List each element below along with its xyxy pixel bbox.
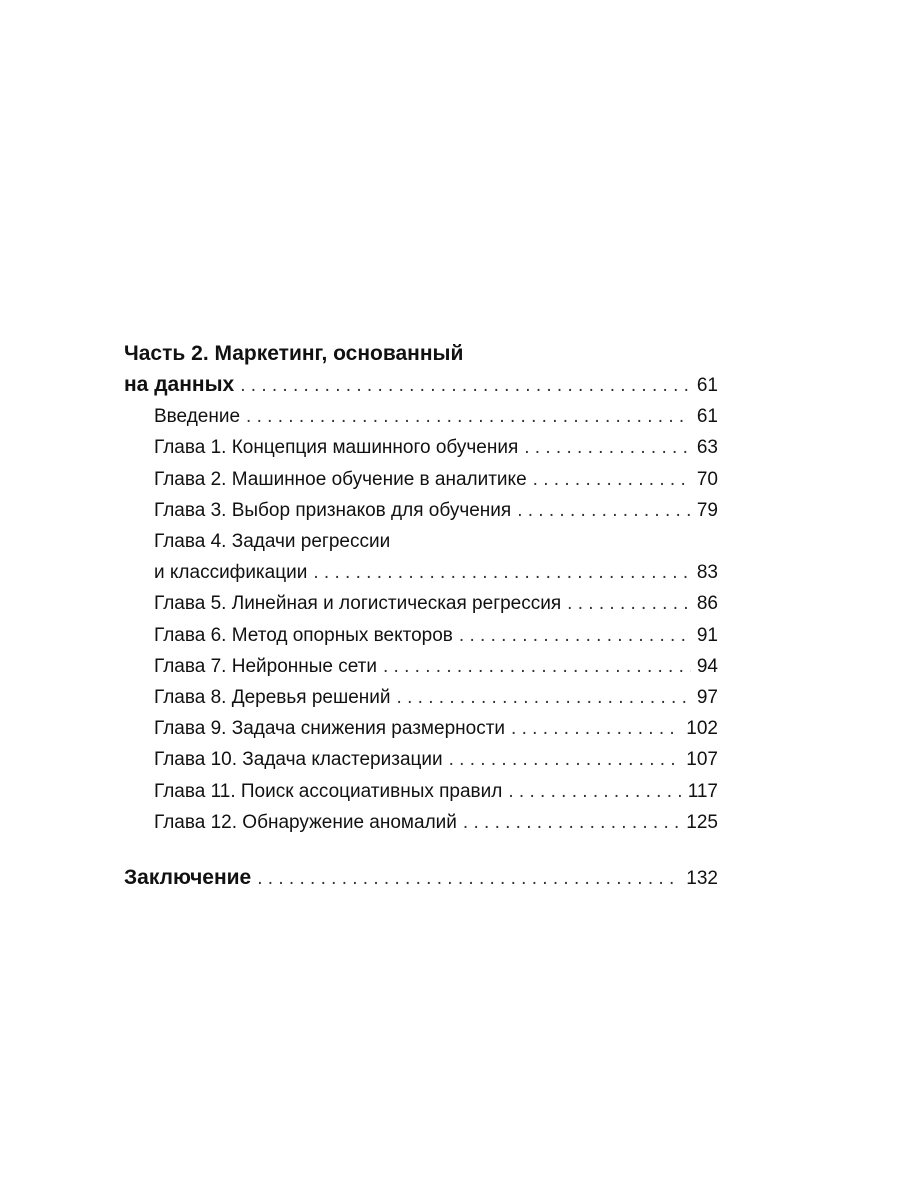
dot-leader	[383, 651, 691, 682]
toc-entry-chapter-11	[124, 776, 718, 807]
page-number: 94	[696, 655, 718, 677]
dot-leader	[240, 370, 691, 401]
part-heading-line2: на данных	[124, 373, 235, 396]
page-number: 102	[686, 718, 718, 740]
dot-leader	[257, 863, 680, 894]
page-number: 61	[696, 406, 718, 428]
entry-label: и классификации	[154, 562, 308, 584]
dot-leader	[246, 401, 691, 432]
entry-label: Глава 12. Обнаружение аномалий	[154, 811, 457, 833]
entry-label: Глава 9. Задача снижения размерности	[154, 718, 506, 740]
dot-leader	[567, 588, 691, 619]
dot-leader	[449, 744, 681, 775]
page-number: 117	[687, 780, 718, 802]
toc-entry-chapter-3	[124, 495, 718, 526]
entry-label: Глава 1. Концепция машинного обучения	[154, 437, 519, 459]
toc-entry-chapter-6	[124, 620, 718, 651]
toc-entry-chapter-4-line1: Глава 4. Задачи регрессии	[154, 531, 391, 553]
entry-label: Глава 11. Поиск ассоциативных правил	[154, 780, 503, 802]
table-of-contents	[124, 338, 718, 894]
dot-leader	[397, 682, 691, 713]
entry-label: Глава 6. Метод опорных векторов	[154, 624, 453, 646]
entry-label: Заключение	[124, 866, 252, 890]
dot-leader	[511, 713, 680, 744]
toc-entry-conclusion	[124, 862, 718, 894]
part-heading: Часть 2. Маркетинг, основанный	[124, 342, 464, 365]
page-number: 86	[696, 593, 718, 615]
toc-entry-chapter-4	[124, 557, 718, 588]
entry-label: Глава 8. Деревья решений	[154, 687, 391, 709]
page-number: 83	[696, 562, 718, 584]
dot-leader	[313, 557, 691, 588]
toc-entry-chapter-8	[124, 682, 718, 713]
toc-entry-chapter-10	[124, 744, 718, 775]
dot-leader	[463, 807, 680, 838]
toc-entry-introduction	[124, 401, 718, 432]
toc-entry-chapter-5	[124, 588, 718, 619]
entry-label: Глава 2. Машинное обучение в аналитике	[154, 468, 527, 490]
toc-entry-chapter-1	[124, 432, 718, 463]
page-number: 132	[686, 868, 718, 890]
page-number: 125	[686, 811, 718, 833]
toc-entry-chapter-2	[124, 464, 718, 495]
page-number: 70	[696, 468, 718, 490]
page-number: 61	[696, 375, 718, 396]
entry-label: Введение	[154, 406, 241, 428]
dot-leader	[533, 464, 691, 495]
dot-leader	[517, 495, 691, 526]
page-number: 107	[686, 749, 718, 771]
page-number: 97	[696, 687, 718, 709]
dot-leader	[524, 432, 691, 463]
page-number: 79	[696, 499, 718, 521]
dot-leader	[508, 776, 681, 807]
page-number: 91	[696, 624, 718, 646]
entry-label: Глава 3. Выбор признаков для обучения	[154, 499, 512, 521]
toc-entry-chapter-12	[124, 807, 718, 838]
part-heading-entry	[124, 369, 718, 401]
toc-entry-chapter-7	[124, 651, 718, 682]
entry-label: Глава 5. Линейная и логистическая регрессия	[154, 593, 562, 615]
section-spacer	[124, 838, 718, 862]
toc-entry-chapter-9	[124, 713, 718, 744]
dot-leader	[459, 620, 691, 651]
entry-label: Глава 7. Нейронные сети	[154, 655, 377, 677]
page-number: 63	[696, 437, 718, 459]
entry-label: Глава 10. Задача кластеризации	[154, 749, 443, 771]
